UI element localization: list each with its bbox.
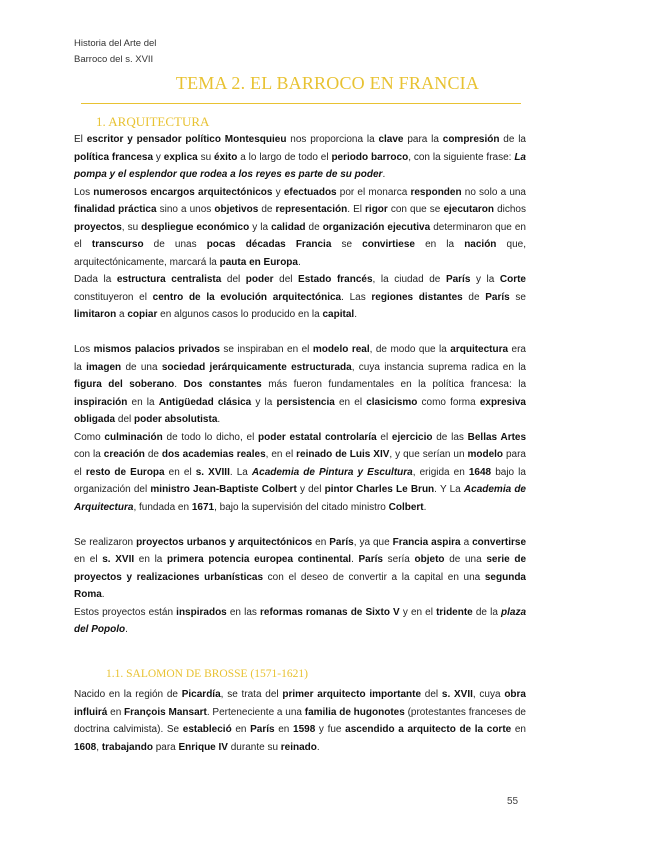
emphasized-text: segunda Roma	[74, 571, 526, 600]
emphasized-text: imagen	[86, 361, 122, 373]
text-run: y la	[249, 221, 272, 233]
emphasized-text: serie de proyectos y realizaciones urbanísticas	[74, 554, 527, 583]
text-run: Dada la	[74, 274, 117, 285]
text-run: de una	[444, 554, 487, 565]
text-run: del	[221, 274, 246, 285]
title-divider	[81, 103, 521, 104]
text-run: en la	[127, 396, 159, 408]
text-run: sería	[382, 554, 415, 565]
text-run: y la	[251, 396, 277, 408]
emphasized-text: centro de la evolución arquitectónica	[152, 291, 342, 303]
emphasized-text: París	[485, 291, 510, 303]
emphasized-text: poder absolutista	[134, 414, 218, 425]
text-run: .	[351, 554, 359, 565]
emphasized-text: compresión	[442, 134, 500, 145]
text-run: de	[144, 449, 162, 460]
emphasized-text: s. XVII	[102, 554, 135, 565]
emphasized-text: copiar	[127, 309, 158, 320]
emphasized-text: arquitectura	[450, 344, 509, 355]
emphasized-text: explica	[163, 151, 198, 163]
text-run: , y que serían un	[389, 449, 468, 460]
text-run: y la	[470, 274, 500, 285]
text-run: de todo lo dicho, el	[162, 431, 259, 443]
text-run: , se trata del	[220, 689, 283, 700]
text-run: , bajo la supervisión del citado ministro	[214, 501, 389, 513]
emphasized-text: París	[358, 554, 383, 565]
emphasized-text: Corte	[499, 274, 526, 285]
emphasized-text: objeto	[414, 554, 445, 565]
emphasized-text: París	[329, 536, 354, 548]
emphasized-text: periodo barroco	[331, 151, 409, 163]
text-run: sino a unos	[156, 204, 215, 215]
emphasized-text: obra influirá	[74, 689, 526, 718]
emphasized-text: reinado	[280, 741, 317, 753]
text-run: en	[231, 724, 251, 735]
subsection-heading: 1.1. SALOMON DE BROSSE (1571-1621)	[106, 668, 308, 680]
text-run: más fueron fundamentales en la política francesa: la	[261, 379, 527, 390]
emphasized-text: culminación	[104, 431, 163, 443]
emphasized-text: Enrique IV	[178, 741, 228, 753]
emphasized-text: Academia de Arquitectura	[74, 484, 526, 513]
text-run: y fue	[315, 724, 346, 735]
emphasized-text: efectuados	[283, 186, 337, 198]
text-run: Los	[74, 186, 94, 198]
page-title: TEMA 2. EL BARROCO EN FRANCIA	[175, 73, 480, 93]
emphasized-text: estructura centralista	[116, 274, 222, 285]
text-run: en el	[74, 554, 103, 565]
emphasized-text: despliegue económico	[141, 221, 250, 233]
text-run: Nacido en la región de	[74, 689, 182, 700]
emphasized-text: convertirse	[472, 536, 527, 548]
section-title: ARQUITECTURA	[108, 114, 210, 129]
text-run: .	[382, 169, 386, 180]
text-run: y	[272, 186, 284, 198]
emphasized-text: representación	[275, 204, 348, 215]
text-run: que, arquitectónicamente, marcará la	[74, 239, 526, 268]
text-run: era la	[74, 344, 526, 373]
body-paragraph	[74, 184, 526, 272]
subsection-body	[74, 686, 526, 756]
emphasized-text: inspirados	[176, 606, 227, 618]
text-run: nos proporciona la	[286, 134, 379, 145]
text-run: de la	[499, 134, 526, 145]
emphasized-text: sociedad jerárquicamente estructurada	[161, 361, 352, 373]
text-run: .	[354, 309, 357, 320]
emphasized-text: creación	[103, 449, 145, 460]
emphasized-text: persistencia	[276, 396, 335, 408]
text-run: . Las	[341, 291, 372, 303]
emphasized-text: estableció	[182, 724, 232, 735]
text-run: . Y La	[434, 484, 464, 495]
emphasized-text: rigor	[365, 204, 388, 215]
emphasized-text: ejercicio	[391, 431, 433, 443]
emphasized-text: La pompa y el esplendor que rodea a los reyes es parte de su poder	[74, 151, 526, 180]
body-paragraph	[74, 604, 526, 639]
emphasized-text: ascendido a arquitecto de la corte	[345, 724, 512, 735]
section-heading	[96, 114, 209, 130]
emphasized-text: clasicismo	[366, 396, 418, 408]
text-run: . La	[229, 466, 252, 478]
emphasized-text: proyectos	[74, 221, 122, 233]
emphasized-text: plaza del Popolo	[74, 606, 527, 635]
emphasized-text: pintor Charles Le Brun	[324, 484, 435, 495]
emphasized-text: resto de Europa	[85, 466, 165, 478]
text-run: .	[297, 256, 301, 268]
text-run: , con la siguiente frase:	[408, 151, 515, 163]
text-run: su	[197, 151, 215, 163]
text-run: para	[152, 741, 179, 753]
emphasized-text: finalidad práctica	[74, 204, 157, 215]
text-run: y en el	[399, 606, 437, 618]
text-run: se	[331, 239, 363, 250]
text-run: bajo la organización del	[74, 466, 526, 495]
text-run: , la ciudad de	[372, 274, 446, 285]
text-run: a	[460, 536, 473, 548]
text-run: por el monarca	[336, 186, 411, 198]
text-run: de	[462, 291, 486, 303]
text-run: .	[316, 741, 320, 753]
emphasized-text: pocas décadas Francia	[206, 239, 332, 250]
text-run: del	[115, 414, 135, 425]
text-run: a lo largo de todo el	[237, 151, 332, 163]
text-run: y del	[296, 484, 325, 495]
emphasized-text: primer arquitecto importante	[282, 689, 422, 700]
emphasized-text: 1671	[191, 501, 215, 513]
text-run: durante su	[227, 741, 281, 753]
emphasized-text: Antigüedad clásica	[158, 396, 252, 408]
body-paragraph	[74, 686, 526, 756]
emphasized-text: reinado de Luis XIV	[296, 449, 390, 460]
text-run: en	[312, 536, 330, 548]
emphasized-text: 1608	[74, 741, 97, 753]
emphasized-text: numerosos encargos arquitectónicos	[93, 186, 273, 198]
text-run: en algunos casos lo producido en la	[157, 309, 323, 320]
emphasized-text: mismos palacios privados	[93, 344, 220, 355]
emphasized-text: responden	[410, 186, 462, 198]
emphasized-text: clave	[378, 134, 404, 145]
text-run: determinaron que en el	[74, 221, 526, 250]
emphasized-text: dos academias reales	[161, 449, 266, 460]
text-run: con la	[74, 449, 104, 460]
text-run: . Perteneciente a una	[206, 706, 305, 718]
emphasized-text: regiones distantes	[371, 291, 463, 303]
emphasized-text: Picardía	[181, 689, 221, 700]
emphasized-text: organización ejecutiva	[322, 221, 431, 233]
text-run: no solo a una	[461, 186, 526, 198]
text-run: en el	[334, 396, 367, 408]
emphasized-text: 1598	[293, 724, 316, 735]
emphasized-text: ejecutaron	[443, 204, 495, 215]
text-run: Los	[74, 344, 94, 355]
emphasized-text: capital	[322, 309, 355, 320]
emphasized-text: trabajando	[101, 741, 153, 753]
text-run: ,	[96, 741, 102, 753]
text-run: , cuya	[472, 689, 505, 700]
emphasized-text: Academia de Pintura y Escultura	[251, 466, 413, 478]
text-run: en	[274, 724, 294, 735]
emphasized-text: ministro Jean-Baptiste Colbert	[150, 484, 297, 495]
text-run: para la	[403, 134, 443, 145]
emphasized-text: primera potencia europea continental	[167, 554, 352, 565]
body-paragraph	[74, 341, 526, 429]
text-run: .	[423, 501, 427, 513]
emphasized-text: François Mansart	[124, 706, 207, 718]
text-run: se inspiraban en el	[219, 344, 313, 355]
text-run: de	[305, 221, 323, 233]
text-run: se	[509, 291, 526, 303]
text-run: de	[258, 204, 276, 215]
text-run: dichos	[494, 204, 526, 215]
emphasized-text: expresiva obligada	[74, 396, 526, 425]
emphasized-text: objetivos	[214, 204, 259, 215]
emphasized-text: 1648	[468, 466, 492, 478]
emphasized-text: poder estatal controlaría	[258, 431, 377, 443]
body-paragraph	[74, 131, 526, 184]
text-run: de la	[472, 606, 501, 618]
emphasized-text: convirtiese	[362, 239, 415, 250]
emphasized-text: transcurso	[91, 239, 144, 250]
emphasized-text: familia de hugonotes	[304, 706, 405, 718]
text-run: de una	[121, 361, 162, 373]
emphasized-text: figura del soberano	[74, 379, 175, 390]
text-run: , cuya instancia suprema radica en la	[351, 361, 526, 373]
text-run: del	[421, 689, 442, 700]
body-paragraph	[74, 534, 526, 604]
body-paragraph	[74, 429, 526, 517]
text-run: Se realizaron	[74, 536, 137, 548]
emphasized-text: París	[250, 724, 275, 735]
text-run: como forma	[417, 396, 480, 408]
emphasized-text: Estado francés	[298, 274, 373, 285]
emphasized-text: s. XVII	[441, 689, 473, 700]
emphasized-text: reformas romanas de Sixto V	[260, 606, 400, 618]
emphasized-text: s. XVIII	[195, 466, 230, 478]
emphasized-text: éxito	[214, 151, 238, 163]
emphasized-text: escritor y pensador político Montesquieu	[86, 134, 287, 145]
text-run: , de modo que la	[369, 344, 451, 355]
text-run: , en el	[265, 449, 297, 460]
text-run: .	[125, 624, 128, 635]
text-run: (protestantes franceses de doctrina calvimista). Se	[74, 706, 526, 735]
text-run: de unas	[143, 239, 207, 250]
emphasized-text: Dos constantes	[183, 379, 262, 390]
text-run: en las	[226, 606, 260, 618]
emphasized-text: París	[445, 274, 471, 285]
text-run: , erigida en	[412, 466, 469, 478]
text-run: para el	[74, 449, 526, 478]
text-run: , ya que	[353, 536, 393, 548]
text-run: con que se	[387, 204, 444, 215]
text-run: el	[376, 431, 392, 443]
section-body	[74, 131, 526, 639]
emphasized-text: Francia aspira	[392, 536, 461, 548]
emphasized-text: nación	[464, 239, 497, 250]
text-run: en	[107, 706, 125, 718]
text-run: a	[116, 309, 128, 320]
header-line-1: Historia del Arte del	[74, 38, 157, 49]
text-run: de las	[432, 431, 468, 443]
emphasized-text: Bellas Artes	[467, 431, 527, 443]
text-run: , fundada en	[133, 501, 192, 513]
text-run: Como	[74, 431, 105, 443]
text-run: , su	[121, 221, 142, 233]
text-run: .	[101, 589, 105, 600]
emphasized-text: pauta en Europa	[219, 256, 298, 268]
emphasized-text: poder	[245, 274, 274, 285]
emphasized-text: política francesa	[74, 151, 154, 163]
text-run: Estos proyectos están	[74, 606, 177, 618]
emphasized-text: proyectos urbanos y arquitectónicos	[136, 536, 313, 548]
emphasized-text: calidad	[271, 221, 306, 233]
body-paragraph	[74, 271, 526, 324]
emphasized-text: modelo real	[312, 344, 370, 355]
text-run: constituyeron el	[74, 291, 153, 303]
text-run: con el deseo de convertir a la capital en una	[263, 571, 485, 583]
header-line-2: Barroco del s. XVII	[74, 54, 154, 65]
section-number: 1.	[96, 114, 106, 129]
text-run: . El	[347, 204, 366, 215]
page-number: 55	[507, 796, 519, 807]
text-run: .	[174, 379, 184, 390]
emphasized-text: inspiración	[74, 396, 128, 408]
text-run: en la	[134, 554, 168, 565]
emphasized-text: modelo	[467, 449, 504, 460]
text-run: y	[153, 151, 164, 163]
emphasized-text: limitaron	[74, 309, 117, 320]
text-run: .	[217, 414, 221, 425]
emphasized-text: tridente	[436, 606, 473, 618]
emphasized-text: Colbert	[388, 501, 424, 513]
text-run: del	[273, 274, 299, 285]
text-run: en el	[164, 466, 196, 478]
running-header	[74, 36, 156, 68]
text-run: en la	[414, 239, 465, 250]
text-run: El	[74, 134, 87, 145]
text-run: en	[511, 724, 526, 735]
